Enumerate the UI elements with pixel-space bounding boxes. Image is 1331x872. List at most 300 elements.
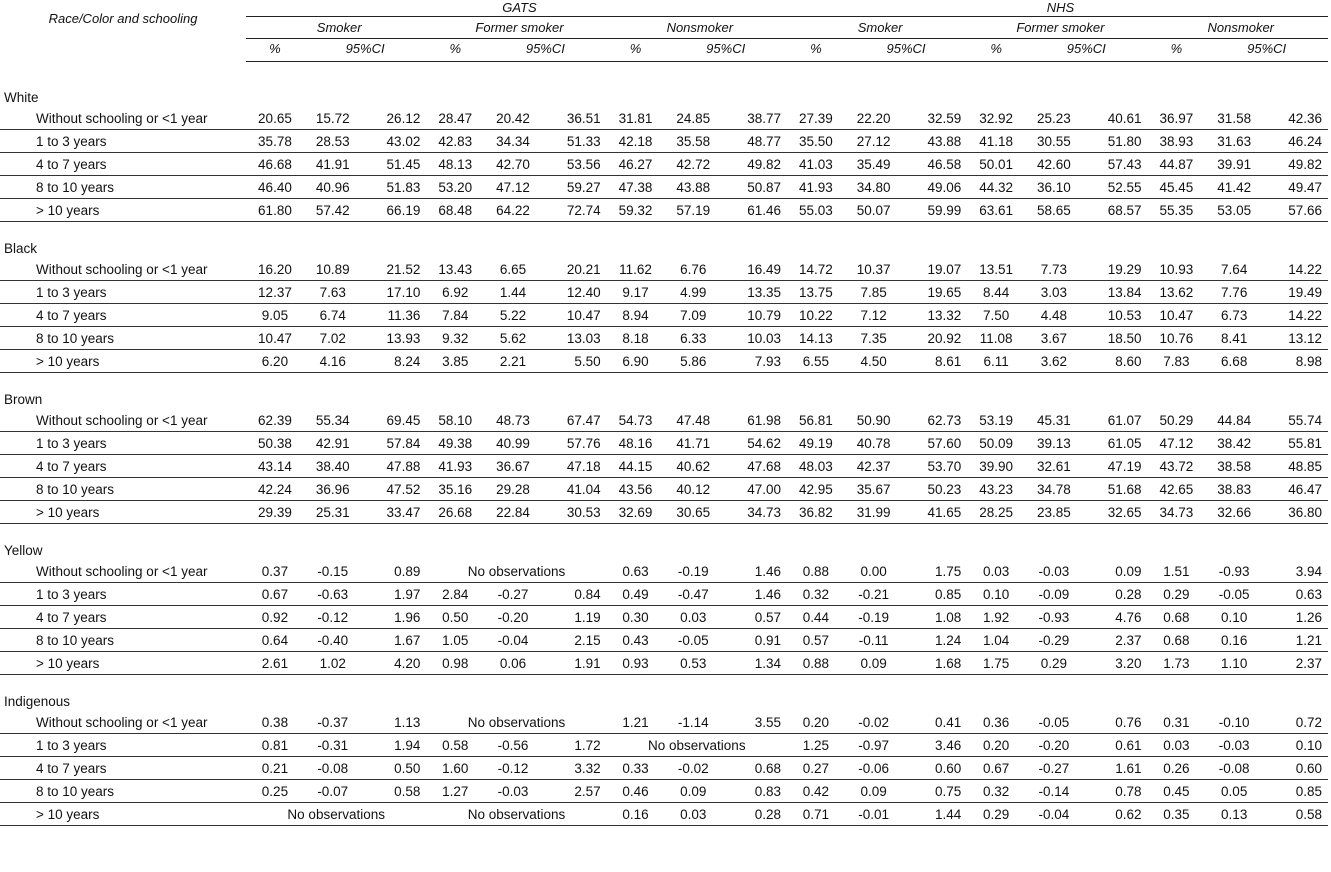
pct-cell: 35.16 (426, 478, 484, 501)
ci-lower-cell: -0.21 (845, 583, 903, 606)
ci-upper-cell: 10.47 (542, 304, 607, 327)
row-label: 4 to 7 years (0, 455, 246, 478)
ci-upper-cell: 8.24 (362, 350, 427, 373)
ci-lower-cell: 7.02 (304, 327, 362, 350)
ci-upper-cell: 2.15 (542, 629, 607, 652)
pct-cell: 43.56 (607, 478, 665, 501)
pct-cell: 1.51 (1148, 560, 1206, 583)
pct-cell: 41.93 (787, 176, 845, 199)
pct-cell: 53.20 (426, 176, 484, 199)
table-row (0, 803, 1328, 826)
ci-upper-cell: 51.80 (1083, 130, 1148, 153)
table-row (0, 107, 1328, 130)
ci-lower-cell: -0.29 (1025, 629, 1083, 652)
pct-cell: 35.50 (787, 130, 845, 153)
ci-upper-cell: 13.84 (1083, 281, 1148, 304)
row-label: 1 to 3 years (0, 583, 246, 606)
ci-upper-cell: 49.82 (722, 153, 787, 176)
ci-lower-cell: -0.19 (845, 606, 903, 629)
ci-upper-cell: 10.03 (722, 327, 787, 350)
ci-upper-cell: 30.53 (542, 501, 607, 524)
ci-lower-cell: -0.07 (304, 780, 362, 803)
ci-upper-cell: 19.07 (903, 258, 968, 281)
category-label: Black (4, 241, 38, 256)
ci-upper-cell: 0.28 (1083, 583, 1148, 606)
ci-upper-cell: 1.21 (1263, 629, 1328, 652)
ci-lower-cell: -0.63 (304, 583, 362, 606)
ci-lower-cell: -0.40 (304, 629, 362, 652)
ci-lower-cell: 7.73 (1025, 258, 1083, 281)
pct-cell: 1.27 (426, 780, 484, 803)
pct-cell: 1.05 (426, 629, 484, 652)
ci-upper-cell: 20.21 (542, 258, 607, 281)
ci-lower-cell: -0.15 (304, 560, 362, 583)
ci-upper-cell: 59.27 (542, 176, 607, 199)
ci-lower-cell: -0.11 (845, 629, 903, 652)
pct-cell: 0.16 (607, 803, 665, 826)
ci-lower-cell: 44.84 (1205, 409, 1263, 432)
ci-upper-cell: 46.58 (903, 153, 968, 176)
row-label: 1 to 3 years (0, 734, 246, 757)
pct-cell: 0.44 (787, 606, 845, 629)
ci-lower-cell: 31.99 (845, 501, 903, 524)
ci-upper-cell: 1.94 (362, 734, 427, 757)
ci-upper-cell: 21.52 (362, 258, 427, 281)
pct-cell: 26.68 (426, 501, 484, 524)
ci-lower-cell: -0.12 (304, 606, 362, 629)
ci-upper-cell: 42.36 (1263, 107, 1328, 130)
ci-upper-cell: 5.50 (542, 350, 607, 373)
pct-cell: 9.05 (246, 304, 304, 327)
ci-upper-cell: 43.88 (903, 130, 968, 153)
pct-cell: 47.12 (1148, 432, 1206, 455)
ci-upper-cell: 36.51 (542, 107, 607, 130)
ci-upper-cell: 1.68 (903, 652, 968, 675)
pct-cell: 13.43 (426, 258, 484, 281)
status-header: Nonsmoker (1148, 17, 1328, 39)
row-label: 8 to 10 years (0, 780, 246, 803)
row-label: Without schooling or <1 year (0, 409, 246, 432)
table-row (0, 501, 1328, 524)
ci-upper-cell: 3.46 (903, 734, 968, 757)
ci-upper-cell: 0.10 (1263, 734, 1328, 757)
category-label: Yellow (4, 543, 43, 558)
ci-upper-cell: 0.78 (1083, 780, 1148, 803)
ci-upper-cell: 10.79 (722, 304, 787, 327)
row-label: 1 to 3 years (0, 281, 246, 304)
pct-cell: 1.21 (607, 711, 665, 734)
no-observations-cell: No observations (426, 803, 606, 826)
pct-cell: 0.98 (426, 652, 484, 675)
row-label: > 10 years (0, 803, 246, 826)
ci-upper-cell: 1.19 (542, 606, 607, 629)
ci-lower-cell: 25.31 (304, 501, 362, 524)
ci-upper-cell: 3.55 (722, 711, 787, 734)
ci-lower-cell: 4.50 (845, 350, 903, 373)
pct-cell: 1.75 (967, 652, 1025, 675)
ci-lower-cell: 50.07 (845, 199, 903, 222)
ci-upper-cell: 0.60 (1263, 757, 1328, 780)
ci-upper-cell: 47.68 (722, 455, 787, 478)
ci-upper-cell: 1.44 (903, 803, 968, 826)
ci-upper-cell: 0.76 (1083, 711, 1148, 734)
ci-lower-cell: 15.72 (304, 107, 362, 130)
ci-lower-cell: 41.42 (1205, 176, 1263, 199)
pct-cell: 41.93 (426, 455, 484, 478)
pct-header: % (607, 39, 665, 62)
ci-upper-cell: 2.37 (1263, 652, 1328, 675)
pct-cell: 20.65 (246, 107, 304, 130)
ci-lower-cell: -0.12 (484, 757, 542, 780)
pct-cell: 46.68 (246, 153, 304, 176)
pct-cell: 0.63 (607, 560, 665, 583)
pct-cell: 56.81 (787, 409, 845, 432)
pct-cell: 50.29 (1148, 409, 1206, 432)
pct-cell: 42.18 (607, 130, 665, 153)
pct-cell: 0.32 (967, 780, 1025, 803)
ci-upper-cell: 47.52 (362, 478, 427, 501)
ci-upper-cell: 1.46 (722, 583, 787, 606)
ci-lower-cell: 0.09 (664, 780, 722, 803)
ci-upper-cell: 61.98 (722, 409, 787, 432)
ci-upper-cell: 57.43 (1083, 153, 1148, 176)
ci-upper-cell: 1.91 (542, 652, 607, 675)
pct-cell: 48.03 (787, 455, 845, 478)
no-observations-cell: No observations (607, 734, 787, 757)
ci-lower-cell: 32.61 (1025, 455, 1083, 478)
pct-cell: 16.20 (246, 258, 304, 281)
pct-cell: 0.81 (246, 734, 304, 757)
row-label: Without schooling or <1 year (0, 560, 246, 583)
pct-cell: 0.33 (607, 757, 665, 780)
ci-upper-cell: 0.89 (362, 560, 427, 583)
ci-upper-cell: 51.68 (1083, 478, 1148, 501)
ci-lower-cell: 40.99 (484, 432, 542, 455)
ci-lower-cell: -0.19 (664, 560, 722, 583)
ci-upper-cell: 40.61 (1083, 107, 1148, 130)
ci-upper-cell: 47.88 (362, 455, 427, 478)
pct-cell: 3.85 (426, 350, 484, 373)
ci-header: 95%CI (1205, 39, 1328, 62)
ci-lower-cell: 40.62 (664, 455, 722, 478)
ci-lower-cell: 0.06 (484, 652, 542, 675)
pct-cell: 0.35 (1148, 803, 1206, 826)
ci-lower-cell: 0.09 (845, 652, 903, 675)
ci-upper-cell: 1.13 (362, 711, 427, 734)
pct-cell: 35.78 (246, 130, 304, 153)
table-row (0, 153, 1328, 176)
ci-lower-cell: -0.08 (1205, 757, 1263, 780)
ci-upper-cell: 1.97 (362, 583, 427, 606)
ci-upper-cell: 0.72 (1263, 711, 1328, 734)
pct-cell: 63.61 (967, 199, 1025, 222)
ci-lower-cell: 40.12 (664, 478, 722, 501)
ci-lower-cell: -0.93 (1205, 560, 1263, 583)
ci-lower-cell: 31.58 (1205, 107, 1263, 130)
ci-lower-cell: -0.47 (664, 583, 722, 606)
ci-lower-cell: 50.90 (845, 409, 903, 432)
ci-lower-cell: 7.85 (845, 281, 903, 304)
ci-lower-cell: 0.13 (1205, 803, 1263, 826)
ci-upper-cell: 61.46 (722, 199, 787, 222)
ci-upper-cell: 2.37 (1083, 629, 1148, 652)
ci-lower-cell: 29.28 (484, 478, 542, 501)
ci-upper-cell: 0.63 (1263, 583, 1328, 606)
ci-lower-cell: 34.78 (1025, 478, 1083, 501)
ci-upper-cell: 72.74 (542, 199, 607, 222)
table-row (0, 130, 1328, 153)
ci-upper-cell: 2.57 (542, 780, 607, 803)
ci-upper-cell: 0.75 (903, 780, 968, 803)
ci-upper-cell: 0.60 (903, 757, 968, 780)
ci-lower-cell: 30.55 (1025, 130, 1083, 153)
pct-cell: 0.43 (607, 629, 665, 652)
ci-lower-cell: 7.35 (845, 327, 903, 350)
pct-cell: 44.32 (967, 176, 1025, 199)
table-row (0, 281, 1328, 304)
pct-cell: 6.55 (787, 350, 845, 373)
ci-lower-cell: -0.37 (304, 711, 362, 734)
row-label: Without schooling or <1 year (0, 258, 246, 281)
pct-cell: 29.39 (246, 501, 304, 524)
pct-cell: 0.88 (787, 652, 845, 675)
ci-upper-cell: 53.70 (903, 455, 968, 478)
no-observations-cell: No observations (426, 560, 606, 583)
table-row (0, 455, 1328, 478)
pct-cell: 0.67 (246, 583, 304, 606)
ci-lower-cell: 34.80 (845, 176, 903, 199)
ci-upper-cell: 57.76 (542, 432, 607, 455)
ci-upper-cell: 67.47 (542, 409, 607, 432)
ci-header: 95%CI (845, 39, 968, 62)
ci-lower-cell: -0.03 (484, 780, 542, 803)
ci-lower-cell: -0.06 (845, 757, 903, 780)
status-header: Nonsmoker (607, 17, 787, 39)
pct-cell: 28.25 (967, 501, 1025, 524)
pct-cell: 6.11 (967, 350, 1025, 373)
pct-cell: 49.19 (787, 432, 845, 455)
ci-lower-cell: 38.58 (1205, 455, 1263, 478)
ci-upper-cell: 8.98 (1263, 350, 1328, 373)
ci-lower-cell: 4.48 (1025, 304, 1083, 327)
ci-lower-cell: -0.05 (1025, 711, 1083, 734)
pct-cell: 50.01 (967, 153, 1025, 176)
ci-upper-cell: 1.96 (362, 606, 427, 629)
ci-lower-cell: -0.03 (1025, 560, 1083, 583)
ci-upper-cell: 48.85 (1263, 455, 1328, 478)
ci-upper-cell: 1.24 (903, 629, 968, 652)
ci-upper-cell: 0.83 (722, 780, 787, 803)
ci-upper-cell: 49.06 (903, 176, 968, 199)
ci-upper-cell: 17.10 (362, 281, 427, 304)
pct-cell: 1.73 (1148, 652, 1206, 675)
ci-lower-cell: 6.73 (1205, 304, 1263, 327)
table-row (0, 409, 1328, 432)
ci-lower-cell: 0.09 (845, 780, 903, 803)
ci-upper-cell: 61.05 (1083, 432, 1148, 455)
table-row (0, 711, 1328, 734)
pct-cell: 6.20 (246, 350, 304, 373)
ci-upper-cell: 8.60 (1083, 350, 1148, 373)
ci-upper-cell: 51.45 (362, 153, 427, 176)
pct-cell: 8.18 (607, 327, 665, 350)
ci-upper-cell: 51.83 (362, 176, 427, 199)
pct-cell: 10.76 (1148, 327, 1206, 350)
ci-upper-cell: 19.29 (1083, 258, 1148, 281)
pct-cell: 2.84 (426, 583, 484, 606)
ci-upper-cell: 57.60 (903, 432, 968, 455)
ci-lower-cell: 53.05 (1205, 199, 1263, 222)
ci-lower-cell: 38.42 (1205, 432, 1263, 455)
ci-upper-cell: 16.49 (722, 258, 787, 281)
pct-cell: 36.97 (1148, 107, 1206, 130)
pct-cell: 41.18 (967, 130, 1025, 153)
pct-cell: 41.03 (787, 153, 845, 176)
pct-cell: 48.16 (607, 432, 665, 455)
ci-lower-cell: 5.86 (664, 350, 722, 373)
ci-lower-cell: 40.96 (304, 176, 362, 199)
category-label: White (4, 90, 39, 105)
ci-lower-cell: 7.12 (845, 304, 903, 327)
no-observations-cell: No observations (426, 711, 606, 734)
ci-upper-cell: 41.65 (903, 501, 968, 524)
pct-cell: 0.71 (787, 803, 845, 826)
table-row (0, 583, 1328, 606)
pct-cell: 68.48 (426, 199, 484, 222)
pct-cell: 0.46 (607, 780, 665, 803)
ci-upper-cell: 46.47 (1263, 478, 1328, 501)
pct-cell: 7.83 (1148, 350, 1206, 373)
pct-cell: 0.67 (967, 757, 1025, 780)
pct-cell: 0.32 (787, 583, 845, 606)
row-label: > 10 years (0, 652, 246, 675)
ci-upper-cell: 4.20 (362, 652, 427, 675)
pct-cell: 2.61 (246, 652, 304, 675)
ci-upper-cell: 13.35 (722, 281, 787, 304)
status-header: Former smoker (426, 17, 606, 39)
pct-cell: 50.38 (246, 432, 304, 455)
pct-cell: 36.82 (787, 501, 845, 524)
row-label: > 10 years (0, 501, 246, 524)
pct-cell: 27.39 (787, 107, 845, 130)
category-label: Brown (4, 392, 43, 407)
pct-cell: 0.03 (967, 560, 1025, 583)
ci-lower-cell: 64.22 (484, 199, 542, 222)
ci-upper-cell: 46.24 (1263, 130, 1328, 153)
pct-cell: 62.39 (246, 409, 304, 432)
pct-cell: 0.45 (1148, 780, 1206, 803)
ci-lower-cell: 7.09 (664, 304, 722, 327)
status-header: Smoker (787, 17, 967, 39)
ci-lower-cell: 42.37 (845, 455, 903, 478)
ci-lower-cell: 47.48 (664, 409, 722, 432)
ci-lower-cell: -0.04 (1025, 803, 1083, 826)
ci-upper-cell: 0.85 (1263, 780, 1328, 803)
table-row (0, 757, 1328, 780)
ci-lower-cell: 43.88 (664, 176, 722, 199)
ci-lower-cell: -0.08 (304, 757, 362, 780)
pct-cell: 9.32 (426, 327, 484, 350)
ci-lower-cell: 47.12 (484, 176, 542, 199)
pct-cell: 50.09 (967, 432, 1025, 455)
ci-upper-cell: 18.50 (1083, 327, 1148, 350)
ci-lower-cell: 41.71 (664, 432, 722, 455)
ci-lower-cell: 6.74 (304, 304, 362, 327)
ci-lower-cell: -0.20 (1025, 734, 1083, 757)
pct-cell: 12.37 (246, 281, 304, 304)
ci-lower-cell: 35.67 (845, 478, 903, 501)
ci-lower-cell: 5.22 (484, 304, 542, 327)
pct-cell: 7.50 (967, 304, 1025, 327)
pct-cell: 55.35 (1148, 199, 1206, 222)
ci-lower-cell: 0.16 (1205, 629, 1263, 652)
pct-cell: 47.38 (607, 176, 665, 199)
pct-cell: 0.38 (246, 711, 304, 734)
row-label: 8 to 10 years (0, 327, 246, 350)
pct-cell: 0.57 (787, 629, 845, 652)
ci-lower-cell: 36.67 (484, 455, 542, 478)
pct-cell: 13.62 (1148, 281, 1206, 304)
ci-upper-cell: 55.74 (1263, 409, 1328, 432)
ci-upper-cell: 12.40 (542, 281, 607, 304)
ci-upper-cell: 32.65 (1083, 501, 1148, 524)
ci-upper-cell: 52.55 (1083, 176, 1148, 199)
row-label: 4 to 7 years (0, 153, 246, 176)
table-row (0, 199, 1328, 222)
ci-lower-cell: -0.05 (664, 629, 722, 652)
survey-header-nhs: NHS (787, 0, 1328, 17)
ci-upper-cell: 0.41 (903, 711, 968, 734)
pct-cell: 0.30 (607, 606, 665, 629)
ci-lower-cell: 31.63 (1205, 130, 1263, 153)
table-row (0, 432, 1328, 455)
ci-upper-cell: 69.45 (362, 409, 427, 432)
ci-lower-cell: 6.33 (664, 327, 722, 350)
ci-upper-cell: 10.53 (1083, 304, 1148, 327)
ci-upper-cell: 0.09 (1083, 560, 1148, 583)
pct-cell: 54.73 (607, 409, 665, 432)
pct-cell: 43.14 (246, 455, 304, 478)
ci-upper-cell: 0.57 (722, 606, 787, 629)
pct-cell: 1.25 (787, 734, 845, 757)
ci-upper-cell: 1.08 (903, 606, 968, 629)
ci-lower-cell: 57.19 (664, 199, 722, 222)
pct-cell: 46.40 (246, 176, 304, 199)
pct-cell: 6.90 (607, 350, 665, 373)
ci-upper-cell: 1.34 (722, 652, 787, 675)
ci-lower-cell: -0.02 (845, 711, 903, 734)
ci-upper-cell: 43.02 (362, 130, 427, 153)
pct-cell: 0.88 (787, 560, 845, 583)
ci-lower-cell: -0.27 (484, 583, 542, 606)
ci-lower-cell: 22.20 (845, 107, 903, 130)
ci-lower-cell: -0.09 (1025, 583, 1083, 606)
ci-upper-cell: 1.75 (903, 560, 968, 583)
table-row (0, 780, 1328, 803)
ci-lower-cell: -0.27 (1025, 757, 1083, 780)
ci-lower-cell: -0.04 (484, 629, 542, 652)
pct-cell: 0.68 (1148, 606, 1206, 629)
ci-upper-cell: 41.04 (542, 478, 607, 501)
ci-lower-cell: -0.05 (1205, 583, 1263, 606)
pct-cell: 0.37 (246, 560, 304, 583)
ci-lower-cell: 24.85 (664, 107, 722, 130)
pct-cell: 7.84 (426, 304, 484, 327)
ci-upper-cell: 13.12 (1263, 327, 1328, 350)
ci-header: 95%CI (664, 39, 787, 62)
ci-upper-cell: 51.33 (542, 130, 607, 153)
ci-upper-cell: 19.65 (903, 281, 968, 304)
